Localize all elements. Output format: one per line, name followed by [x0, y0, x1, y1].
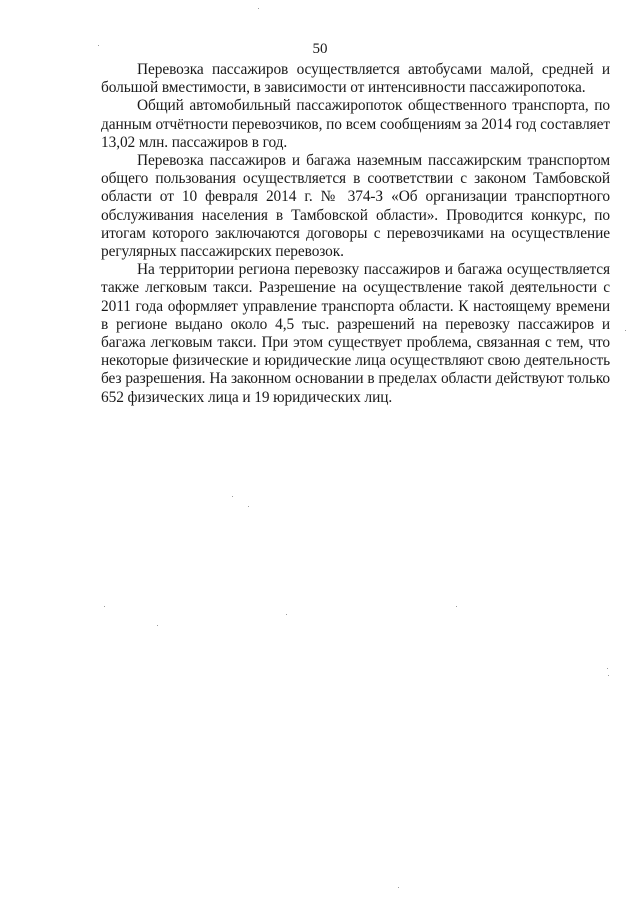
scan-speck: [248, 506, 249, 507]
scan-speck: [398, 887, 399, 888]
scan-speck: [625, 330, 626, 331]
paragraph-bus-transport: Перевозка пассажиров осуществляется автобусами малой, средней и большой вместимости, в зависимости от интенсивности пассажиропотока.: [101, 61, 610, 97]
paragraph-passenger-flow: Общий автомобильный пассажиропоток общественного транспорта, по данным отчётности перевозчиков, по всем сообщениям за 2014 год составляет 13,02 млн. пассажиров в год.: [101, 97, 610, 151]
scan-speck: [258, 8, 259, 9]
scan-speck: [157, 625, 158, 626]
scan-speck: [456, 606, 457, 607]
scan-speck: [104, 606, 105, 607]
scan-speck: [608, 675, 609, 676]
scan-speck: [98, 45, 99, 46]
page-number: 50: [312, 41, 328, 57]
document-body: [101, 61, 610, 407]
scan-speck: [232, 496, 233, 497]
scan-speck: [286, 614, 287, 615]
paragraph-transport-law: Перевозка пассажиров и багажа наземным пассажирским транспортом общего пользования осуществляется в соответствии с законом Тамбовской области от 10 февраля 2014 г. № 374-З «Об организации транспортного обслуживания населения в Тамбовской области». Проводится конкурс, по итогам которого заключаются договоры с перевозчиками на осуществление регулярных пассажирских перевозок.: [101, 152, 610, 261]
paragraph-taxi-service: На территории региона перевозку пассажиров и багажа осуществляется также легковым такси. Разрешение на осуществление такой деятельности с 2011 года оформляет управление транспорта области. К настоящему времени в регионе выдано около 4,5 тыс. разрешений на перевозку пассажиров и багажа легковым такси. При этом существует проблема, связанная с тем, что некоторые физические и юридические лица осуществляют свою деятельность без разрешения. На законном основании в пределах области действуют только 652 физических лица и 19 юридических лиц.: [101, 261, 610, 406]
scan-speck: [607, 668, 608, 669]
